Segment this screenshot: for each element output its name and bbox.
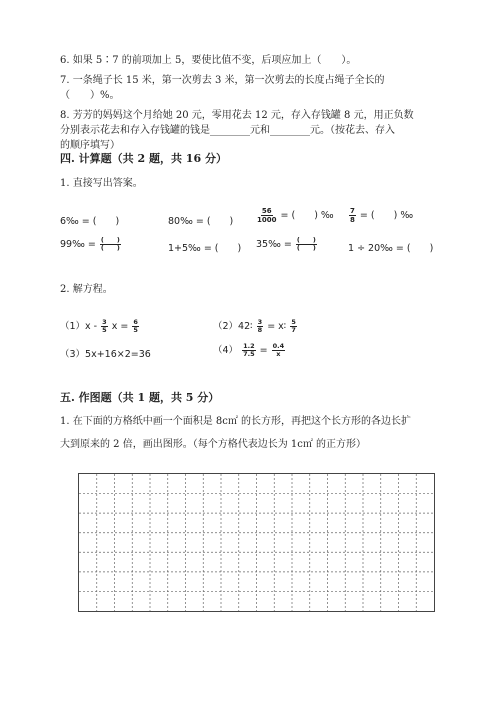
eq1-mid: x =	[111, 321, 129, 332]
equation-4	[213, 342, 286, 358]
section4-title: 四. 计算题（共 2 题，共 16 分）	[60, 152, 227, 165]
eq4-rnum: 0.4	[272, 342, 285, 350]
eq4-mid: =	[259, 345, 268, 356]
eq4-pre: （4）	[213, 345, 239, 356]
equation-1	[60, 318, 140, 334]
calc-r2-a-num: ( )	[100, 236, 120, 244]
calc-r2-c-left: 35‰ =	[256, 239, 292, 250]
calc-r2-c-num: ( )	[296, 236, 316, 244]
calc-r1-c-rest: = ( ) ‰	[280, 210, 334, 221]
question-7-line1: 7. 一条绳子长 15 米，第一次剪去 3 米，第一次剪去的长度占绳子全长的	[60, 75, 385, 86]
eq2-den: 8	[257, 326, 263, 334]
question-8-line2: 分别表示花去和存入存钱罐的钱是________元和________元。（按花去、存入	[60, 125, 395, 136]
calc-r2-c-den: ( )	[296, 244, 316, 252]
eq4-rden: x	[276, 350, 281, 358]
section5-title: 五. 作图题（共 1 题，共 5 分）	[60, 391, 220, 404]
calc-r1-c-num: 56	[261, 207, 272, 215]
equation-3: （3）5x+16×2=36	[60, 349, 151, 360]
calc-r1-d-rest: = ( ) ‰	[359, 210, 414, 221]
eq2-num: 3	[257, 318, 263, 326]
question-8-line3: 的顺序填写）	[60, 140, 120, 151]
eq4-den: 7.5	[243, 350, 255, 358]
question-6: 6. 如果 5∶7 的前项加上 5，要使比值不变，后项应加上（ ）。	[60, 55, 357, 66]
eq2-rden: 7	[291, 326, 296, 334]
eq1-rden: 5	[133, 326, 138, 334]
eq2-rnum: 5	[291, 318, 296, 326]
section5-q1-line1: 1. 在下面的方格纸中画一个面积是 8c㎡ 的长方形，再把这个长方形的各边长扩	[60, 416, 412, 427]
calc-r1-c-den: 1000	[257, 216, 277, 224]
calc-r1-c	[256, 207, 334, 224]
section5-q1-line2: 大到原来的 2 倍，画出图形。（每个方格代表边长为 1c㎡ 的正方形）	[60, 439, 367, 450]
calc-r2-a-left: 99‰ =	[60, 239, 96, 250]
calc-r2-c	[256, 237, 318, 252]
grid-paper[interactable]	[78, 473, 435, 612]
question-8-line1: 8. 芳芳的妈妈这个月给她 20 元，零用花去 12 元，存入存钱罐 8 元，用正负数	[60, 110, 414, 121]
eq4-num: 1.2	[243, 342, 255, 350]
eq2-pre: （2）42∶	[213, 321, 253, 332]
calc-r2-b: 1+5‰ = ( )	[168, 243, 242, 254]
eq1-num: 3	[102, 318, 107, 326]
section4-sub1: 1. 直接写出答案。	[60, 178, 143, 189]
calc-r1-b: 80‰ = ( )	[168, 216, 234, 227]
calc-r1-d	[348, 207, 413, 224]
eq1-den: 5	[102, 326, 107, 334]
section4-sub2: 2. 解方程。	[60, 284, 113, 295]
equation-2	[213, 318, 298, 334]
calc-r2-a-den: ( )	[100, 244, 120, 252]
grid-lines	[79, 474, 434, 611]
calc-r2-d: 1 ÷ 20‰ = ( )	[348, 243, 434, 254]
calc-r1-d-num: 7	[350, 207, 355, 215]
question-7-line2: （ ）%。	[60, 90, 120, 101]
eq1-pre: （1）x -	[60, 321, 98, 332]
calc-r1-a: 6‰ = ( )	[60, 216, 120, 227]
calc-r2-a	[60, 237, 122, 252]
eq2-mid: = x∶	[267, 321, 287, 332]
eq1-rnum: 6	[133, 318, 138, 326]
calc-r1-d-den: 8	[350, 216, 355, 224]
